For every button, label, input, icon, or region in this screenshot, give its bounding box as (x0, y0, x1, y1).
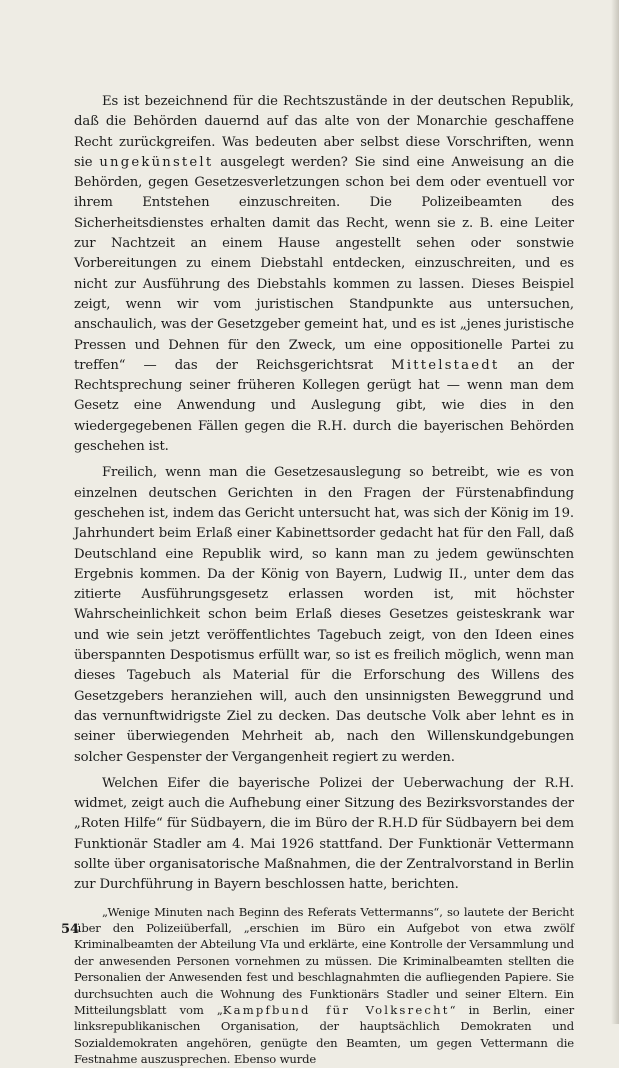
text-segment: „Wenige Minuten nach Beginn des Referats Vettermanns“, so lautete der Bericht über den Polizeiüberfall, „erschien im Büro ein Aufgebot von etwa zwölf Kriminalbeamten der Abteilung VIa und erklärte, eine Kontrolle der Versammlung und der anwesenden Personen vornehmen zu müssen. Die Kriminalbeamten stellten die Personalien der Anwesenden fest und beschlagnahmten die aufliegenden Papiere. Sie durchsuchten auch die Wohnung des Funktionärs Stadler und seiner Eltern. Ein Mitteilungsblatt vom „ (74, 904, 574, 1018)
text-segment: Welchen Eifer die bayerische Polizei der Ueberwachung der R.H. widmet, zeigt auch die Aufhebung einer Sitzung des Bezirksvorstandes der „Roten Hilfe“ für Südbayern, die im Büro der R.H.D für Südbayern bei dem Funktionär Stadler am 4. Mai 1926 stattfand. Der Funktionär Vettermann sollte über organisatorische Maßnahmen, die der Zentralvorstand in Berlin zur Durchführung in Bayern beschlossen hatte, berichten. (74, 775, 574, 893)
paragraph-1 (74, 92, 574, 457)
text-segment: Es ist bezeichnend für die Rechtszustände in der deutschen Republik, daß die Behörden dauernd auf das alte von der Monarchie geschaffene Recht zurückgreifen. Was bedeuten aber selbst diese Vorschriften, wenn sie (74, 94, 574, 170)
text-segment: ausgelegt werden? Sie sind eine Anweisung an die Behörden, gegen Gesetzesverletzungen schon bei dem oder eventuell vor ihrem Entstehen einzuschreiten. Die Polizeibeamten des Sicherheitsdienstes erhalten damit das Recht, wenn sie z. B. eine Leiter zur Nachtzeit an einem Hause angestellt sehen oder sonstwie Vorbereitungen zu einem Diebstahl entdecken, einzuschreiten, und es nicht zur Ausführung des Diebstahls kommen zu lassen. Dieses Beispiel zeigt, wenn wir vom juristischen Standpunkte aus untersuchen, anschaulich, was der Gesetzgeber gemeint hat, und es ist „jenes juristische Pressen und Dehnen für den Zweck, um eine oppositionelle Partei zu treffen“ — das der Reichsgerichtsrat (74, 154, 574, 373)
text-segment: Freilich, wenn man die Gesetzesauslegung so betreibt, wie es von einzelnen deutschen Gerichten in den Fragen der Fürstenabfindung geschehen ist, indem das Gericht untersucht hat, was sich der König im 19. Jahrhundert beim Erlaß einer Kabinettsorder gedacht hat für den Fall, daß Deutschland eine Republik wird, so kann man zu jedem gewünschten Ergebnis kommen. Da der König von Bayern, Ludwig II., unter dem das zitierte Ausführungsgesetz erlassen worden ist, mit höchster Wahrscheinlichkeit schon beim Erlaß dieses Gesetzes geisteskrank war und wie sein jetzt veröffentlichtes Tagebuch zeigt, von den Ideen eines überspannten Despotismus erfüllt war, so ist es freilich möglich, wenn man dieses Tagebuch als Material für die Erforschung des Willens des Gesetzgebers heranziehen will, auch den unsinnigsten Beweggrund und das vernunftwidrigste Ziel zu decken. Das deutsche Volk aber lehnt es in seiner überwiegenden Mehrheit ab, nach den Willenskundgebungen solcher Gespenster der Vergangenheit regiert zu werden. (74, 465, 574, 765)
spaced-emphasis: Kampfbund für Volksrecht (222, 1003, 450, 1018)
spaced-emphasis: ungekünstelt (99, 154, 214, 170)
page-number: 54 (61, 922, 80, 937)
page-edge-shadow (611, 0, 619, 1024)
quoted-report (74, 904, 574, 1068)
body-text (74, 92, 574, 1068)
text-segment: “ in Berlin, einer linksrepublikanischen Organisation, der hauptsächlich Demokraten und Sozialdemokraten angehören, genügte den Beamten, um gegen Vettermann die Festnahme auszusprechen. Ebenso wurde (74, 1003, 574, 1067)
paragraph-3 (74, 774, 574, 896)
paragraph-2 (74, 463, 574, 767)
spaced-emphasis: Mittelstaedt (391, 357, 500, 373)
text-segment: an der Rechtsprechung seiner früheren Kollegen gerügt hat — wenn man dem Gesetz eine Anwendung und Auslegung gibt, wie dies in den wiedergegebenen Fällen gegen die R.H. durch die bayerischen Behörden geschehen ist. (74, 357, 575, 455)
